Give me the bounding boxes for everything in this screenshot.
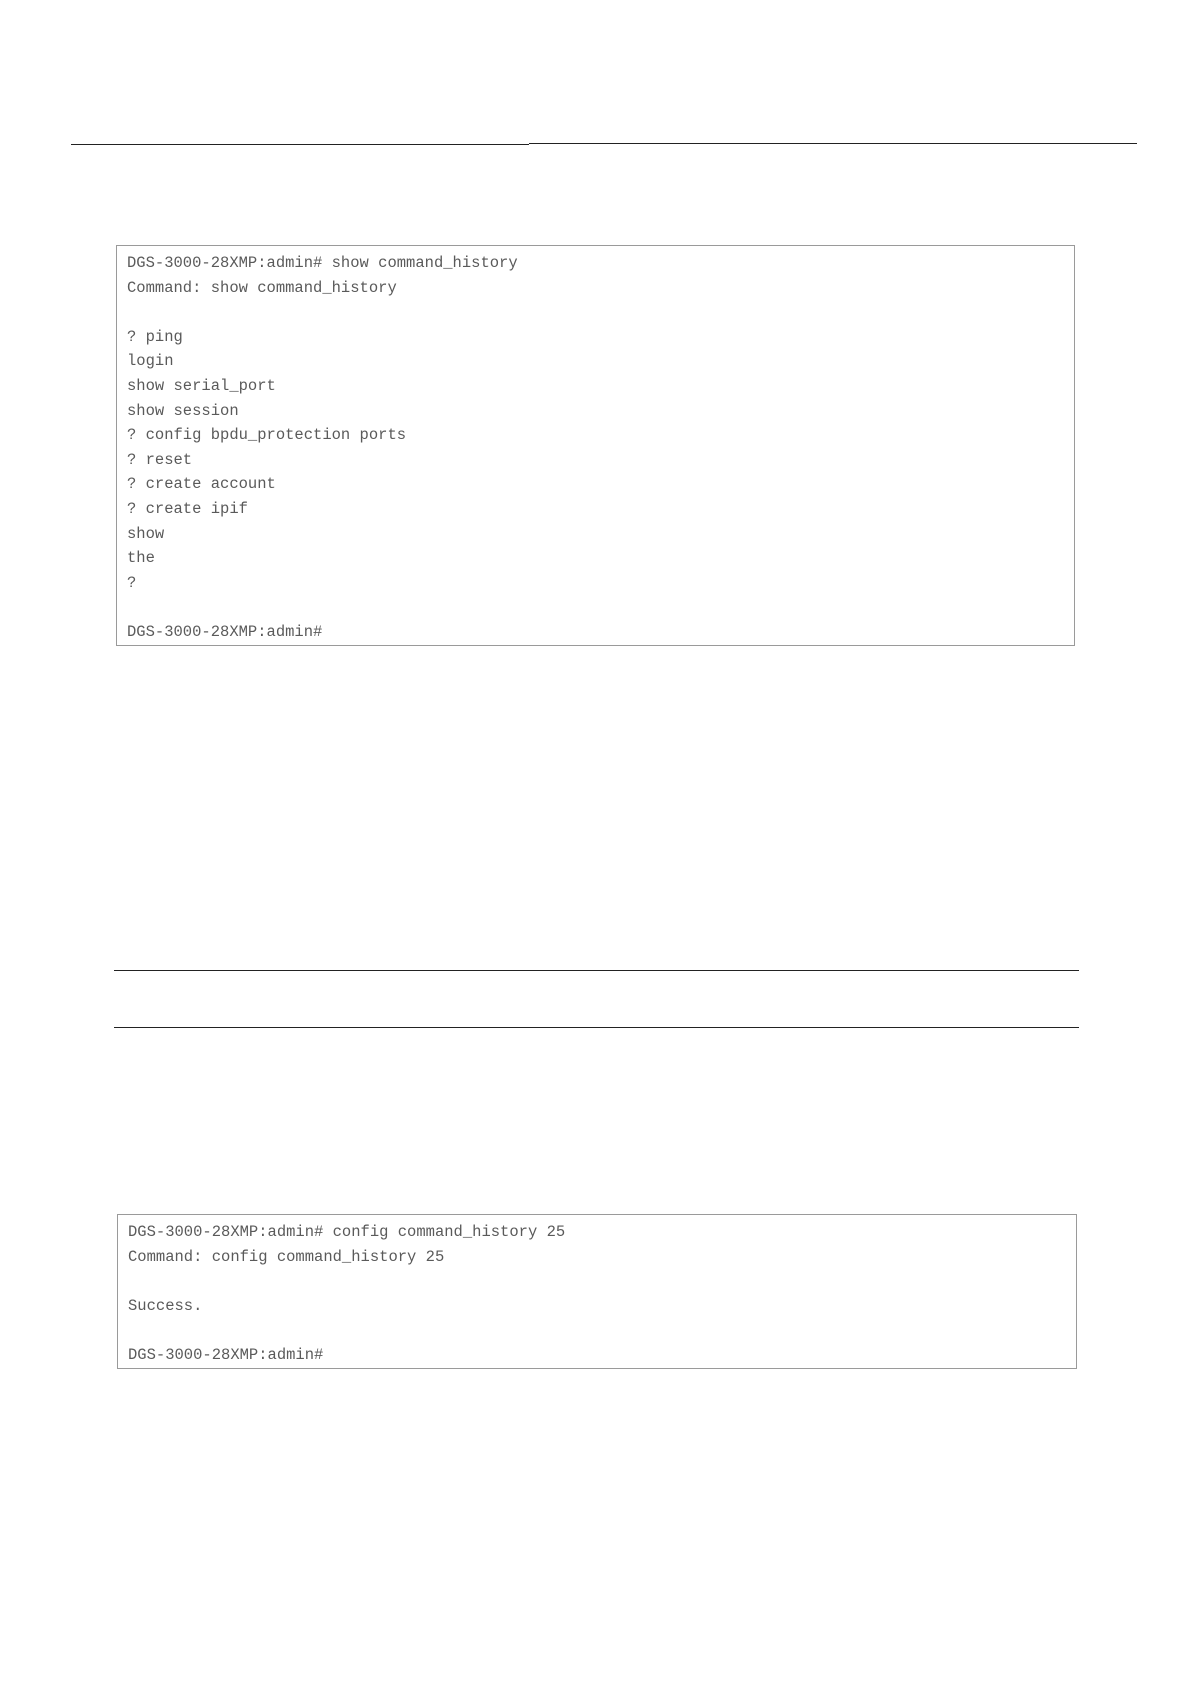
console-line bbox=[127, 300, 1064, 325]
console-line: ? bbox=[127, 573, 137, 592]
console-line: DGS-3000-28XMP:admin# show command_history bbox=[127, 254, 518, 272]
console-line: Command: show command_history bbox=[127, 278, 397, 297]
console-line: ? create ipif bbox=[127, 499, 248, 518]
console-line: DGS-3000-28XMP:admin# bbox=[127, 622, 323, 641]
console-line: DGS-3000-28XMP:admin# config command_history 25 bbox=[128, 1223, 566, 1241]
console-line: DGS-3000-28XMP:admin# bbox=[128, 1345, 324, 1364]
table-rule-bottom bbox=[114, 1027, 1079, 1028]
console-output-config-command-history bbox=[117, 1214, 1077, 1369]
console-line: Command: config command_history 25 bbox=[128, 1247, 445, 1266]
console-line: show session bbox=[127, 401, 239, 420]
console-line bbox=[128, 1269, 1066, 1294]
console-output-show-command-history bbox=[116, 245, 1075, 646]
console-line: Success. bbox=[128, 1296, 203, 1315]
console-line bbox=[128, 1318, 1066, 1343]
console-line: ? reset bbox=[127, 450, 193, 469]
header-rule-right bbox=[529, 143, 1137, 144]
table-rule-top bbox=[114, 970, 1079, 971]
console-line: ? create account bbox=[127, 475, 276, 494]
console-line: ? config bpdu_protection ports bbox=[127, 426, 407, 445]
console-line bbox=[127, 595, 1064, 620]
console-line: ? ping bbox=[127, 327, 183, 346]
header-rule-left bbox=[71, 144, 529, 145]
console-line: show bbox=[127, 524, 165, 543]
console-line: the bbox=[127, 549, 155, 568]
console-line: show serial_port bbox=[127, 376, 276, 395]
console-line: login bbox=[127, 352, 174, 371]
